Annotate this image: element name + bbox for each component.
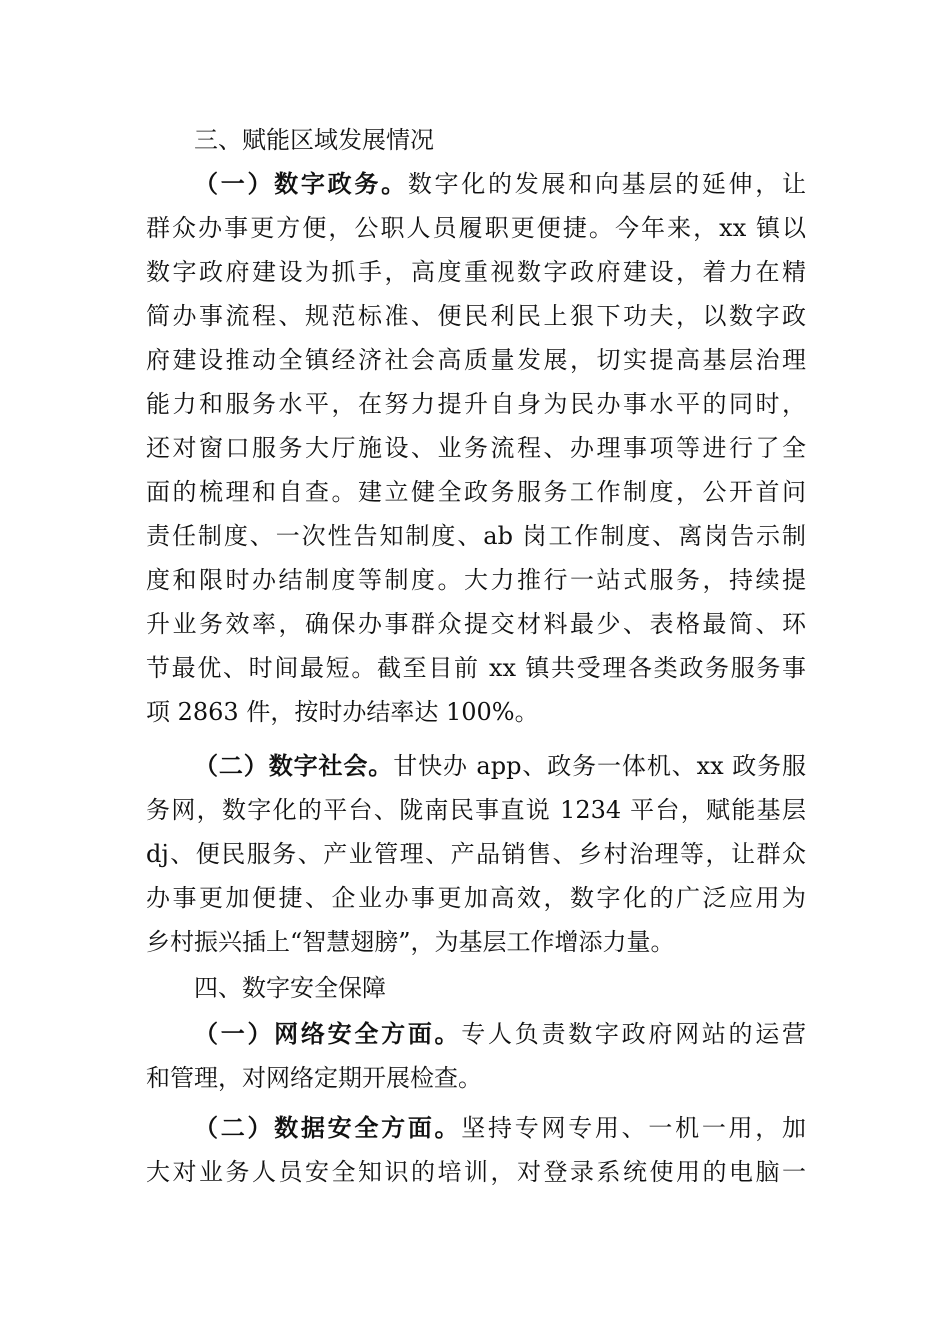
paragraph-lead: （二）数字社会。 xyxy=(194,752,394,780)
paragraph-line xyxy=(194,164,806,204)
paragraph-line: 能力和服务水平，在努力提升自身为民办事水平的同时， xyxy=(146,390,806,418)
paragraph-line: 项 2863 件，按时办结率达 100%。 xyxy=(146,698,539,726)
paragraph-text: 数字化的发展和向基层的延伸，让 xyxy=(407,170,807,198)
paragraph-line: 还对窗口服务大厅施设、业务流程、办理事项等进行了全 xyxy=(146,434,806,462)
paragraph-line: 务网，数字化的平台、陇南民事直说 1234 平台，赋能基层 xyxy=(146,796,806,824)
paragraph-line: 府建设推动全镇经济社会高质量发展，切实提高基层治理 xyxy=(146,346,806,374)
paragraph-line: 升业务效率，确保办事群众提交材料最少、表格最简、环 xyxy=(146,610,806,638)
paragraph-line: 和管理，对网络定期开展检查。 xyxy=(146,1064,482,1092)
paragraph-line: 度和限时办结制度等制度。大力推行一站式服务，持续提 xyxy=(146,566,806,594)
paragraph-line: 节最优、时间最短。截至目前 xx 镇共受理各类政务服务事 xyxy=(146,654,806,682)
paragraph-line: 数字政府建设为抓手，高度重视数字政府建设，着力在精 xyxy=(146,258,806,286)
paragraph-lead: （二）数据安全方面。 xyxy=(194,1114,462,1142)
paragraph-text: 甘快办 app、政务一体机、xx 政务服 xyxy=(393,752,807,780)
section-heading-3: 三、赋能区域发展情况 xyxy=(194,126,434,154)
paragraph-line: 责任制度、一次性告知制度、ab 岗工作制度、离岗告示制 xyxy=(146,522,806,550)
paragraph-line xyxy=(194,1014,806,1054)
paragraph-line: 大对业务人员安全知识的培训，对登录系统使用的电脑一 xyxy=(146,1158,806,1186)
paragraph-line: 面的梳理和自查。建立健全政务服务工作制度，公开首问 xyxy=(146,478,806,506)
section-heading-4: 四、数字安全保障 xyxy=(194,974,386,1002)
paragraph-lead: （一）数字政务。 xyxy=(194,170,408,198)
paragraph-line xyxy=(194,1108,806,1148)
paragraph-line: 简办事流程、规范标准、便民利民上狠下功夫，以数字政 xyxy=(146,302,806,330)
paragraph-line: 群众办事更方便，公职人员履职更便捷。今年来，xx 镇以 xyxy=(146,214,806,242)
paragraph-lead: （一）网络安全方面。 xyxy=(194,1020,462,1048)
paragraph-line: 乡村振兴插上“智慧翅膀”，为基层工作增添力量。 xyxy=(146,928,675,956)
paragraph-line xyxy=(194,746,806,786)
paragraph-line: dj、便民服务、产业管理、产品销售、乡村治理等，让群众 xyxy=(146,840,806,868)
paragraph-line: 办事更加便捷、企业办事更加高效，数字化的广泛应用为 xyxy=(146,884,806,912)
paragraph-text: 坚持专网专用、一机一用，加 xyxy=(461,1114,807,1142)
paragraph-text: 专人负责数字政府网站的运营 xyxy=(461,1020,807,1048)
